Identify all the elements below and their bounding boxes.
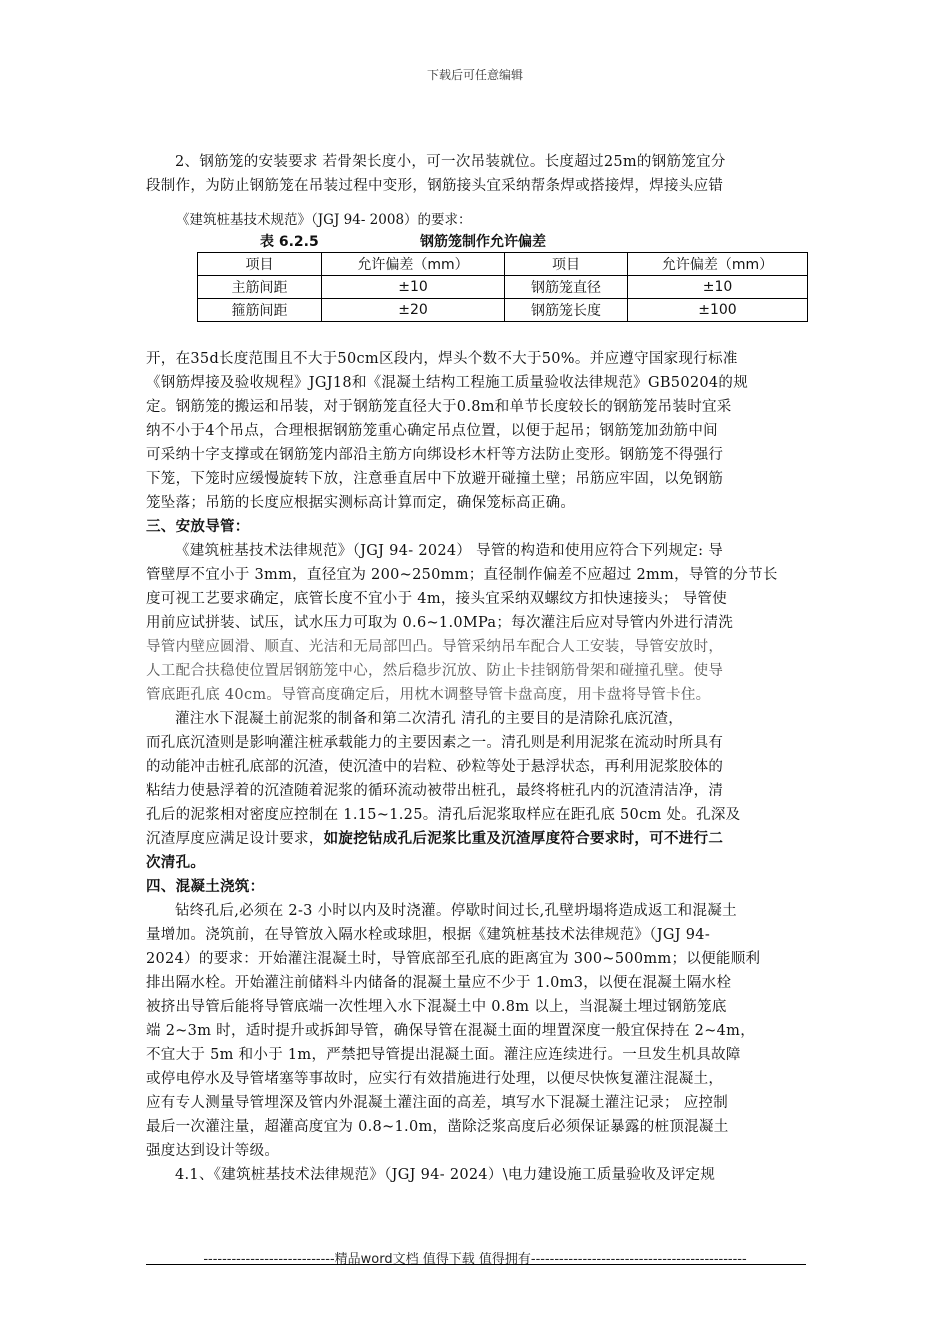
text-line: 下笼，下笼时应缓慢旋转下放，注意垂直居中下放避开碰撞土壁；吊筋应牢固，以免钢筋	[146, 471, 724, 487]
text-line: 孔后的泥浆相对密度应控制在 1.15~1.25。清孔后泥浆取样应在距孔底 50cm 处。孔深及	[146, 807, 741, 823]
table-cell: 主筋间距	[198, 276, 322, 299]
text-line: 开，在35d长度范围且不大于50cm区段内，焊头个数不大于50%。并应遵守国家现行标准	[146, 351, 738, 367]
text-line: 可采纳十字支撑或在钢筋笼内部沿主筋方向绑设杉木杆等方法防止变形。钢筋笼不得强行	[146, 447, 724, 463]
table-cell: ±20	[322, 299, 505, 322]
text-line: 2、钢筋笼的安装要求 若骨架长度小，可一次吊装就位。长度超过25m的钢筋笼宜分	[175, 154, 726, 170]
paragraph-concrete	[146, 899, 806, 1187]
text-line: 粘结力使悬浮着的沉渣随着泥浆的循环流动被带出桩孔，最终将桩孔内的沉渣清洁净，清	[146, 783, 724, 799]
text-line: 被挤出导管后能将导管底端一次性埋入水下混凝土中 0.8m 以上，当混凝土埋过钢筋笼底	[146, 999, 727, 1015]
page-header: 下载后可任意编辑	[426, 68, 523, 82]
section-heading-conduit: 三、安放导管：	[146, 518, 250, 535]
table-cell: 钢筋笼长度	[505, 299, 628, 322]
table-cell: ±100	[628, 299, 808, 322]
text-normal: 沉渣厚度应满足设计要求，	[146, 831, 324, 847]
text-line: 2024）的要求：开始灌注混凝土时，导管底部至孔底的距离宜为 300~500mm；以便能顺利	[146, 951, 761, 967]
table-caption: 《建筑桩基技术规范》（JGJ 94- 2008）的要求：	[176, 212, 472, 228]
text-line: 不宜大于 5m 和小于 1m，严禁把导管提出混凝土面。灌注应连续进行。一旦发生机具故障	[146, 1047, 741, 1063]
text-line: 的动能冲击桩孔底部的沉渣，使沉渣中的岩粒、砂粒等处于悬浮状态，再利用泥浆胶体的	[146, 759, 724, 775]
text-line: 而孔底沉渣则是影响灌注桩承载能力的主要因素之一。清孔则是利用泥浆在流动时所具有	[146, 735, 724, 751]
paragraph-conduit	[146, 539, 806, 707]
table-header: 项目	[198, 253, 322, 276]
text-line: 定。钢筋笼的搬运和吊装，对于钢筋笼直径大于0.8m和单节长度较长的钢筋笼吊装时宜采	[146, 399, 732, 415]
text-line: 段制作，为防止钢筋笼在吊装过程中变形，钢筋接头宜采纳帮条焊或搭接焊，焊接头应错	[146, 178, 724, 194]
text-line: 排出隔水栓。开始灌注前储料斗内储备的混凝土量应不少于 1.0m3，以便在混凝土隔水栓	[146, 975, 732, 991]
paragraph-cage-lifting	[146, 347, 806, 539]
text-line: 导管内壁应圆滑、顺直、光洁和无局部凹凸。导管采纳吊车配合人工安装，导管安放时，	[146, 639, 724, 655]
text-line: 应有专人测量导管埋深及管内外混凝土灌注面的高差，填写水下混凝土灌注记录； 应控制	[146, 1095, 729, 1111]
text-line: 钻终孔后,必须在 2-3 小时以内及时浇灌。停歇时间过长,孔壁坍塌将造成返工和混凝土	[175, 903, 737, 919]
tolerance-table	[197, 252, 808, 322]
text-line: 管底距孔底 40cm。导管高度确定后，用枕木调整导管卡盘高度，用卡盘将导管卡住。	[146, 687, 711, 703]
paragraph-second-cleaning	[146, 707, 806, 899]
table-title	[260, 231, 546, 251]
table-header: 允许偏差（mm）	[628, 253, 808, 276]
text-line: 端 2~3m 时，适时提升或拆卸导管，确保导管在混凝土面的埋置深度一般宜保持在 2~4m，	[146, 1023, 756, 1039]
table-cell: 箍筋间距	[198, 299, 322, 322]
table-cell: 钢筋笼直径	[505, 276, 628, 299]
page-footer: ----------------------------精品word文档 值得下载 值得拥有----------------------------------------------	[203, 1252, 747, 1267]
text-line: 次清孔。	[146, 854, 206, 871]
table-header: 项目	[505, 253, 628, 276]
text-line: 人工配合扶稳使位置居钢筋笼中心，然后稳步沉放、防止卡挂钢筋骨架和碰撞孔壁。使导	[146, 663, 724, 679]
table-cell: ±10	[322, 276, 505, 299]
text-line: 4.1、《建筑桩基技术法律规范》（JGJ 94- 2024）\电力建设施工质量验收及评定规	[175, 1167, 716, 1183]
text-bold: 如旋挖钻成孔后泥浆比重及沉渣厚度符合要求时，可不进行二	[323, 830, 724, 847]
table-header-row	[198, 253, 808, 276]
table-name: 钢筋笼制作允许偏差	[420, 234, 546, 250]
text-line: 量增加。浇筑前，在导管放入隔水栓或球胆，根据《建筑桩基技术法律规范》（JGJ 94-	[146, 927, 711, 943]
text-line: 管壁厚不宜小于 3mm，直径宜为 200~250mm；直径制作偏差不应超过 2mm，导管的分节长	[146, 567, 778, 583]
table-number: 表 6.2.5	[260, 234, 319, 250]
text-line: 强度达到设计等级。	[146, 1143, 280, 1159]
text-line: 灌注水下混凝土前泥浆的制备和第二次清孔 清孔的主要目的是清除孔底沉渣，	[175, 711, 684, 727]
text-line: 《钢筋焊接及验收规程》JGJ18和《混凝土结构工程施工质量验收法律规范》GB50204的规	[146, 375, 749, 391]
text-line: 笼坠落；吊筋的长度应根据实测标高计算而定，确保笼标高正确。	[146, 495, 576, 511]
paragraph-cage-install	[146, 150, 806, 198]
text-line: 《建筑桩基技术法律规范》（JGJ 94- 2024） 导管的构造和使用应符合下列规定: 导	[175, 543, 724, 559]
footer-rule	[146, 1264, 806, 1265]
table-cell: ±10	[628, 276, 808, 299]
text-line: 最后一次灌注量，超灌高度宜为 0.8~1.0m，凿除泛浆高度后必须保证暴露的桩顶混凝土	[146, 1119, 729, 1135]
text-line: 纳不小于4个吊点，合理根据钢筋笼重心确定吊点位置，以便于起吊；钢筋笼加劲筋中间	[146, 423, 718, 439]
text-line: 用前应试拼装、试压，试水压力可取为 0.6~1.0MPa；每次灌注后应对导管内外进行清洗	[146, 615, 734, 631]
section-heading-concrete: 四、混凝土浇筑：	[146, 878, 265, 895]
table-header: 允许偏差（mm）	[322, 253, 505, 276]
text-line	[146, 827, 806, 851]
text-line: 或停电停水及导管堵塞等事故时，应实行有效措施进行处理，以便尽快恢复灌注混凝土，	[146, 1071, 724, 1087]
table-row	[198, 299, 808, 322]
text-line: 度可视工艺要求确定，底管长度不宜小于 4m，接头宜采纳双螺纹方扣快速接头； 导管使	[146, 591, 727, 607]
table-row	[198, 276, 808, 299]
